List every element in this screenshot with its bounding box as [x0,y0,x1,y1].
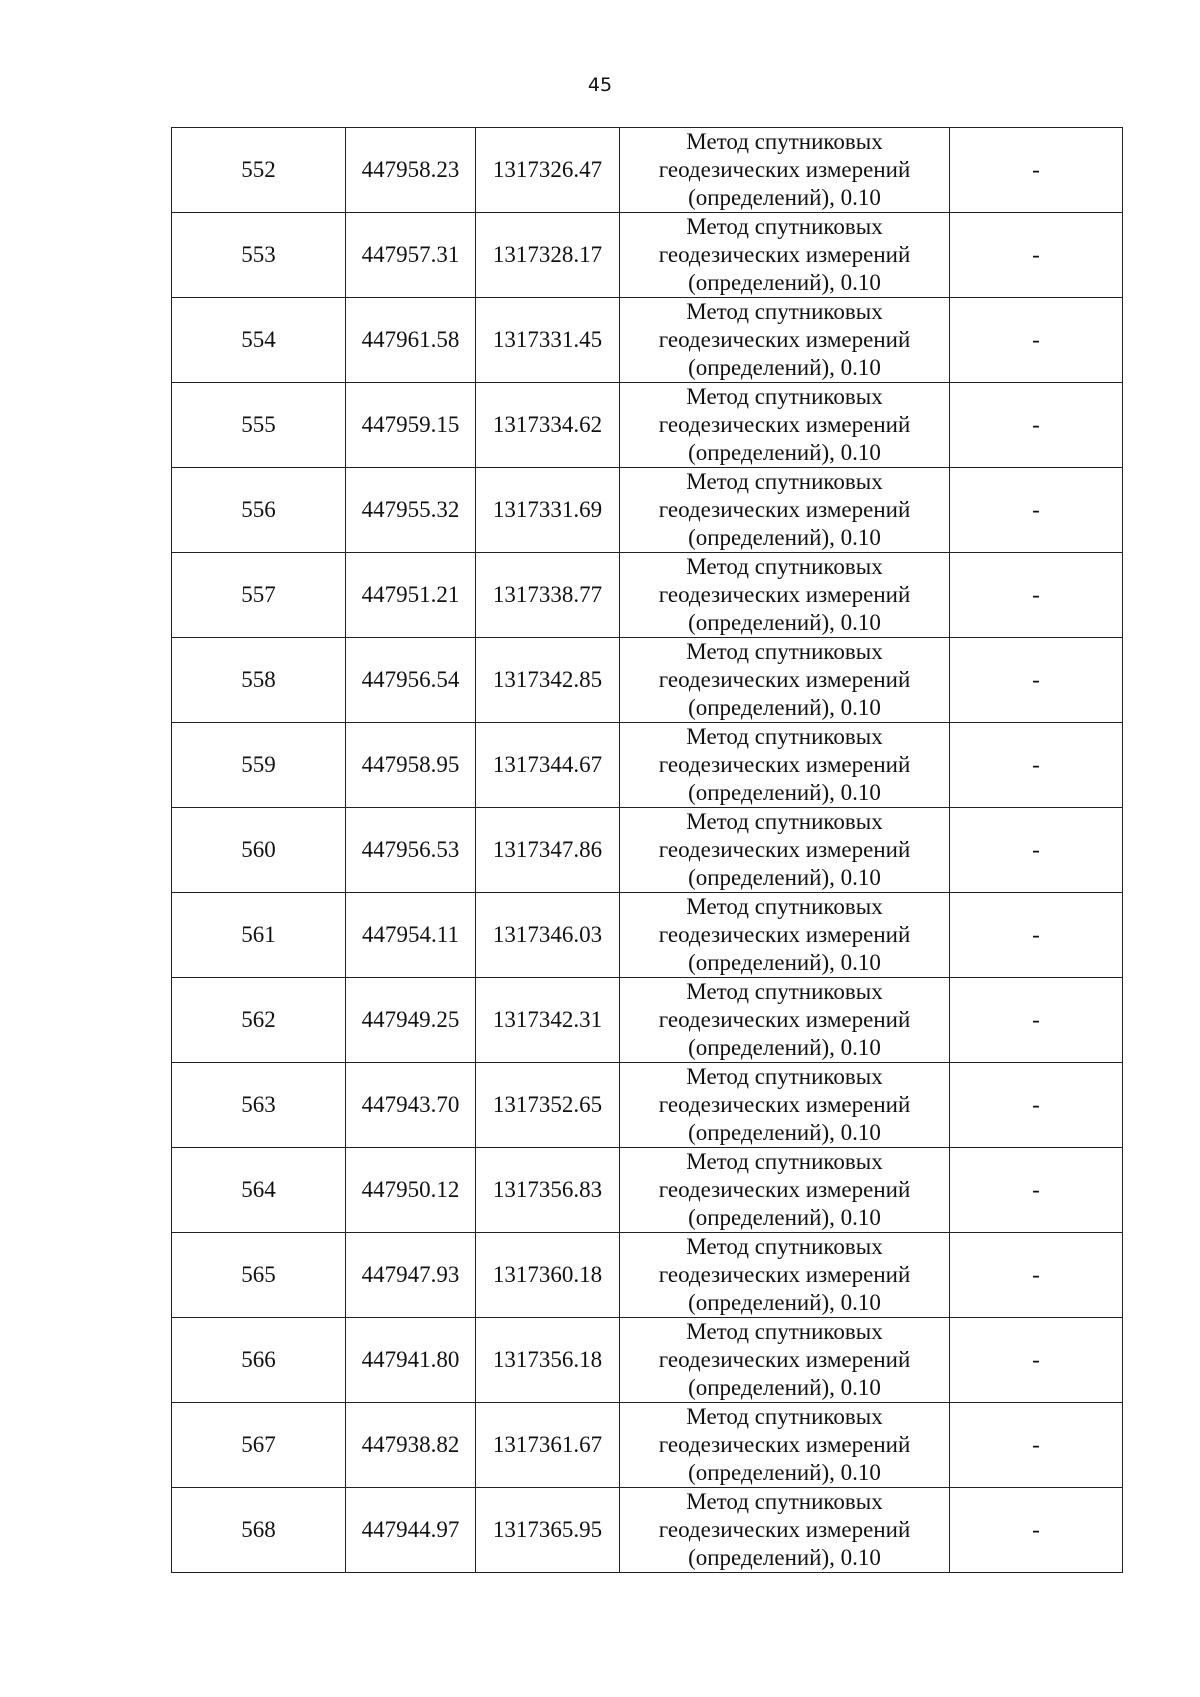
point-number-cell: 557 [172,553,346,638]
note-cell: - [950,723,1123,808]
method-cell [620,808,950,893]
method-text-line: (определений), 0.10 [688,865,881,890]
y-coordinate-cell: 1317338.77 [476,553,620,638]
table-row [172,1488,1123,1573]
table-row [172,1148,1123,1233]
method-text-line: Метод спутниковых [686,724,883,749]
x-coordinate-cell: 447941.80 [346,1318,476,1403]
method-text-line: Метод спутниковых [686,554,883,579]
method-text-line: (определений), 0.10 [688,270,881,295]
coordinates-table [171,127,1123,1573]
method-cell [620,553,950,638]
point-number-cell: 560 [172,808,346,893]
x-coordinate-cell: 447956.54 [346,638,476,723]
method-cell [620,638,950,723]
y-coordinate-cell: 1317344.67 [476,723,620,808]
note-cell: - [950,553,1123,638]
table-row [172,298,1123,383]
y-coordinate-cell: 1317361.67 [476,1403,620,1488]
method-cell [620,893,950,978]
note-cell: - [950,1233,1123,1318]
table-row [172,1318,1123,1403]
method-text-line: геодезических измерений [658,1007,911,1032]
method-text-line: (определений), 0.10 [688,610,881,635]
method-text-line: Метод спутниковых [686,1489,883,1514]
method-text-line: (определений), 0.10 [688,1035,881,1060]
x-coordinate-cell: 447959.15 [346,383,476,468]
table-row [172,383,1123,468]
method-text-line: Метод спутниковых [686,469,883,494]
note-cell: - [950,808,1123,893]
x-coordinate-cell: 447958.23 [346,128,476,213]
method-cell [620,978,950,1063]
point-number-cell: 552 [172,128,346,213]
note-cell: - [950,893,1123,978]
note-cell: - [950,1488,1123,1573]
method-text-line: Метод спутниковых [686,129,883,154]
method-text-line: Метод спутниковых [686,1319,883,1344]
y-coordinate-cell: 1317356.18 [476,1318,620,1403]
note-cell: - [950,1148,1123,1233]
method-text-line: (определений), 0.10 [688,355,881,380]
table-row [172,893,1123,978]
method-text-line: (определений), 0.10 [688,780,881,805]
x-coordinate-cell: 447951.21 [346,553,476,638]
method-cell [620,723,950,808]
method-text-line: Метод спутниковых [686,384,883,409]
method-text-line: геодезических измерений [658,582,911,607]
method-text-line: Метод спутниковых [686,979,883,1004]
y-coordinate-cell: 1317360.18 [476,1233,620,1318]
point-number-cell: 559 [172,723,346,808]
method-text-line: (определений), 0.10 [688,185,881,210]
method-text-line: геодезических измерений [658,1262,911,1287]
method-text-line: Метод спутниковых [686,299,883,324]
method-text-line: геодезических измерений [658,1092,911,1117]
point-number-cell: 558 [172,638,346,723]
point-number-cell: 556 [172,468,346,553]
method-text-line: (определений), 0.10 [688,525,881,550]
method-cell [620,213,950,298]
method-text-line: геодезических измерений [658,412,911,437]
method-text-line: геодезических измерений [658,667,911,692]
method-cell [620,1403,950,1488]
method-text-line: (определений), 0.10 [688,1120,881,1145]
method-cell [620,1063,950,1148]
y-coordinate-cell: 1317331.69 [476,468,620,553]
table-row [172,1233,1123,1318]
table-row [172,1063,1123,1148]
point-number-cell: 562 [172,978,346,1063]
method-text-line: Метод спутниковых [686,1234,883,1259]
method-cell [620,298,950,383]
method-text-line: Метод спутниковых [686,809,883,834]
method-text-line: геодезических измерений [658,497,911,522]
method-cell [620,1148,950,1233]
method-cell [620,383,950,468]
point-number-cell: 567 [172,1403,346,1488]
method-text-line: Метод спутниковых [686,1149,883,1174]
method-cell [620,1488,950,1573]
table-row [172,213,1123,298]
point-number-cell: 563 [172,1063,346,1148]
note-cell: - [950,1063,1123,1148]
y-coordinate-cell: 1317352.65 [476,1063,620,1148]
method-text-line: геодезических измерений [658,1347,911,1372]
table-row [172,978,1123,1063]
point-number-cell: 554 [172,298,346,383]
method-text-line: (определений), 0.10 [688,1205,881,1230]
method-text-line: геодезических измерений [658,1177,911,1202]
table-row [172,468,1123,553]
y-coordinate-cell: 1317334.62 [476,383,620,468]
method-cell [620,128,950,213]
method-cell [620,1318,950,1403]
note-cell: - [950,213,1123,298]
x-coordinate-cell: 447950.12 [346,1148,476,1233]
method-text-line: геодезических измерений [658,242,911,267]
x-coordinate-cell: 447947.93 [346,1233,476,1318]
y-coordinate-cell: 1317342.31 [476,978,620,1063]
method-text-line: Метод спутниковых [686,894,883,919]
table-row [172,638,1123,723]
point-number-cell: 566 [172,1318,346,1403]
method-cell [620,1233,950,1318]
note-cell: - [950,298,1123,383]
y-coordinate-cell: 1317346.03 [476,893,620,978]
x-coordinate-cell: 447949.25 [346,978,476,1063]
note-cell: - [950,468,1123,553]
method-text-line: Метод спутниковых [686,214,883,239]
note-cell: - [950,978,1123,1063]
note-cell: - [950,128,1123,213]
method-text-line: геодезических измерений [658,1432,911,1457]
x-coordinate-cell: 447956.53 [346,808,476,893]
coordinates-table-body [172,128,1123,1573]
y-coordinate-cell: 1317331.45 [476,298,620,383]
x-coordinate-cell: 447958.95 [346,723,476,808]
point-number-cell: 561 [172,893,346,978]
method-text-line: геодезических измерений [658,1517,911,1542]
method-text-line: (определений), 0.10 [688,950,881,975]
method-text-line: (определений), 0.10 [688,1545,881,1570]
method-text-line: геодезических измерений [658,752,911,777]
method-text-line: (определений), 0.10 [688,1290,881,1315]
method-cell [620,468,950,553]
point-number-cell: 568 [172,1488,346,1573]
y-coordinate-cell: 1317365.95 [476,1488,620,1573]
method-text-line: (определений), 0.10 [688,1460,881,1485]
method-text-line: (определений), 0.10 [688,695,881,720]
y-coordinate-cell: 1317342.85 [476,638,620,723]
point-number-cell: 555 [172,383,346,468]
x-coordinate-cell: 447944.97 [346,1488,476,1573]
method-text-line: (определений), 0.10 [688,440,881,465]
note-cell: - [950,1318,1123,1403]
x-coordinate-cell: 447954.11 [346,893,476,978]
method-text-line: геодезических измерений [658,837,911,862]
note-cell: - [950,638,1123,723]
method-text-line: Метод спутниковых [686,1064,883,1089]
table-row [172,808,1123,893]
table-row [172,1403,1123,1488]
y-coordinate-cell: 1317326.47 [476,128,620,213]
point-number-cell: 553 [172,213,346,298]
page-number: 45 [587,74,613,96]
x-coordinate-cell: 447938.82 [346,1403,476,1488]
method-text-line: геодезических измерений [658,922,911,947]
method-text-line: Метод спутниковых [686,1404,883,1429]
table-row [172,128,1123,213]
y-coordinate-cell: 1317356.83 [476,1148,620,1233]
x-coordinate-cell: 447957.31 [346,213,476,298]
x-coordinate-cell: 447943.70 [346,1063,476,1148]
table-row [172,553,1123,638]
y-coordinate-cell: 1317347.86 [476,808,620,893]
method-text-line: Метод спутниковых [686,639,883,664]
point-number-cell: 565 [172,1233,346,1318]
y-coordinate-cell: 1317328.17 [476,213,620,298]
method-text-line: геодезических измерений [658,327,911,352]
point-number-cell: 564 [172,1148,346,1233]
method-text-line: геодезических измерений [658,157,911,182]
note-cell: - [950,383,1123,468]
method-text-line: (определений), 0.10 [688,1375,881,1400]
x-coordinate-cell: 447955.32 [346,468,476,553]
x-coordinate-cell: 447961.58 [346,298,476,383]
table-row [172,723,1123,808]
note-cell: - [950,1403,1123,1488]
